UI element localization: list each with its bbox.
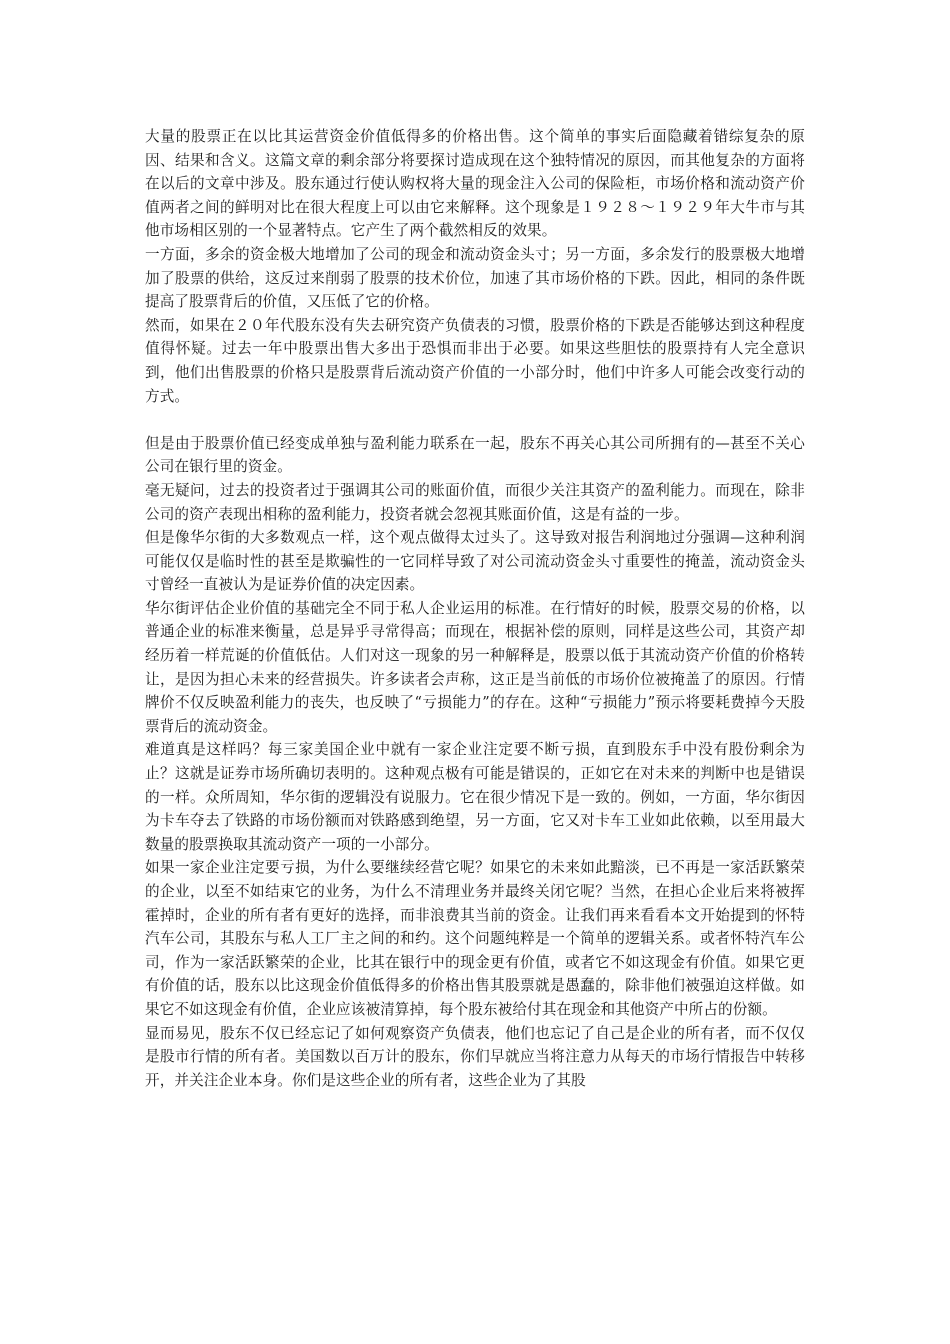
paragraph-10: 显而易见，股东不仅已经忘记了如何观察资产负债表，他们也忘记了自己是企业的所有者，而不仅仅是股市行情的所有者。美国数以百万计的股东，你们早就应当将注意力从每天的市场行情报告中转移开，并关注企业本身。你们是这些企业的所有者，这些企业为了其股: [145, 1024, 805, 1089]
paragraph-3: 然而，如果在２０年代股东没有失去研究资产负债表的习惯，股票价格的下跌是否能够达到这种程度值得怀疑。过去一年中股票出售大多出于恐惧而非出于必要。如果这些胆怯的股票持有人完全意识到，他们出售股票的价格只是股票背后流动资产价值的一小部分时，他们中许多人可能会改变行动的方式。: [145, 316, 805, 405]
paragraph-spacer: [145, 408, 805, 432]
paragraph-2: 一方面，多余的资金极大地增加了公司的现金和流动资金头寸；另一方面，多余发行的股票极大地增加了股票的供给，这反过来削弱了股票的技术价位，加速了其市场价格的下跌。因此，相同的条件既提高了股票背后的价值，又压低了它的价格。: [145, 245, 805, 311]
paragraph-4: 但是由于股票价值已经变成单独与盈利能力联系在一起，股东不再关心其公司所拥有的—甚至不关心公司在银行里的资金。: [145, 434, 805, 476]
paragraph-9: 如果一家企业注定要亏损，为什么要继续经营它呢？如果它的未来如此黯淡，已不再是一家活跃繁荣的企业，以至不如结束它的业务，为什么不清理业务并最终关闭它呢？当然，在担心企业后来将被挥霍掉时，企业的所有者有更好的选择，而非浪费其当前的资金。让我们再来看看本文开始提到的怀特汽车公司，其股东与私人工厂主之间的和约。这个问题纯粹是一个简单的逻辑关系。或者怀特汽车公司，作为一家活跃繁荣的企业，比其在银行中的现金更有价值，或者它不如这现金有价值。如果它更有价值的话，股东以比这现金价值低得多的价格出售其股票就是愚蠢的，除非他们被强迫这样做。如果它不如这现金有价值，企业应该被清算掉，每个股东被给付其在现金和其他资产中所占的份额。: [145, 859, 805, 1018]
paragraph-1: 大量的股票正在以比其运营资金价值低得多的价格出售。这个简单的事实后面隐藏着错综复杂的原因、结果和含义。这篇文章的剩余部分将要探讨造成现在这个独特情况的原因，而其他复杂的方面将在以后的文章中涉及。股东通过行使认购权将大量的现金注入公司的保险柜，市场价格和流动资产价值两者之间的鲜明对比在很大程度上可以由它来解释。这个现象是１９２８～１９２９年大牛市与其他市场相区别的一个显著特点。它产生了两个截然相反的效果。: [145, 128, 805, 240]
paragraph-7: 华尔街评估企业价值的基础完全不同于私人企业运用的标准。在行情好的时候，股票交易的价格，以普通企业的标准来衡量，总是异乎寻常得高；而现在，根据补偿的原则，同样是这些公司，其资产却经历着一样荒诞的价值低估。人们对这一现象的另一种解释是，股票以低于其流动资产价值的价格转让，是因为担心未来的经营损失。许多读者会声称，这正是当前低的市场价位被掩盖了的原因。行情牌价不仅反映盈利能力的丧失，也反映了“亏损能力”的存在。这种“亏损能力”预示将要耗费掉今天股票背后的流动资金。: [145, 599, 805, 735]
article-body: [145, 125, 805, 1092]
paragraph-8: 难道真是这样吗？每三家美国企业中就有一家企业注定要不断亏损，直到股东手中没有股份剩余为止？这就是证券市场所确切表明的。这种观点极有可能是错误的，正如它在对未来的判断中也是错误的一样。众所周知，华尔街的逻辑没有说服力。它在很少情况下是一致的。例如，一方面，华尔街因为卡车夺去了铁路的市场份额而对铁路感到绝望，另一方面，它又对卡车工业如此依赖，以至用最大数量的股票换取其流动资产一项的一小部分。: [145, 741, 805, 853]
paragraph-6: 但是像华尔街的大多数观点一样，这个观点做得太过头了。这导致对报告利润地过分强调—这种利润可能仅仅是临时性的甚至是欺骗性的一它同样导致了对公司流动资金头寸重要性的掩盖，流动资金头寸曾经一直被认为是证券价值的决定因素。: [145, 529, 805, 594]
paragraph-5: 毫无疑问，过去的投资者过于强调其公司的账面价值，而很少关注其资产的盈利能力。而现在，除非公司的资产表现出相称的盈利能力，投资者就会忽视其账面价值，这是有益的一步。: [145, 481, 805, 523]
